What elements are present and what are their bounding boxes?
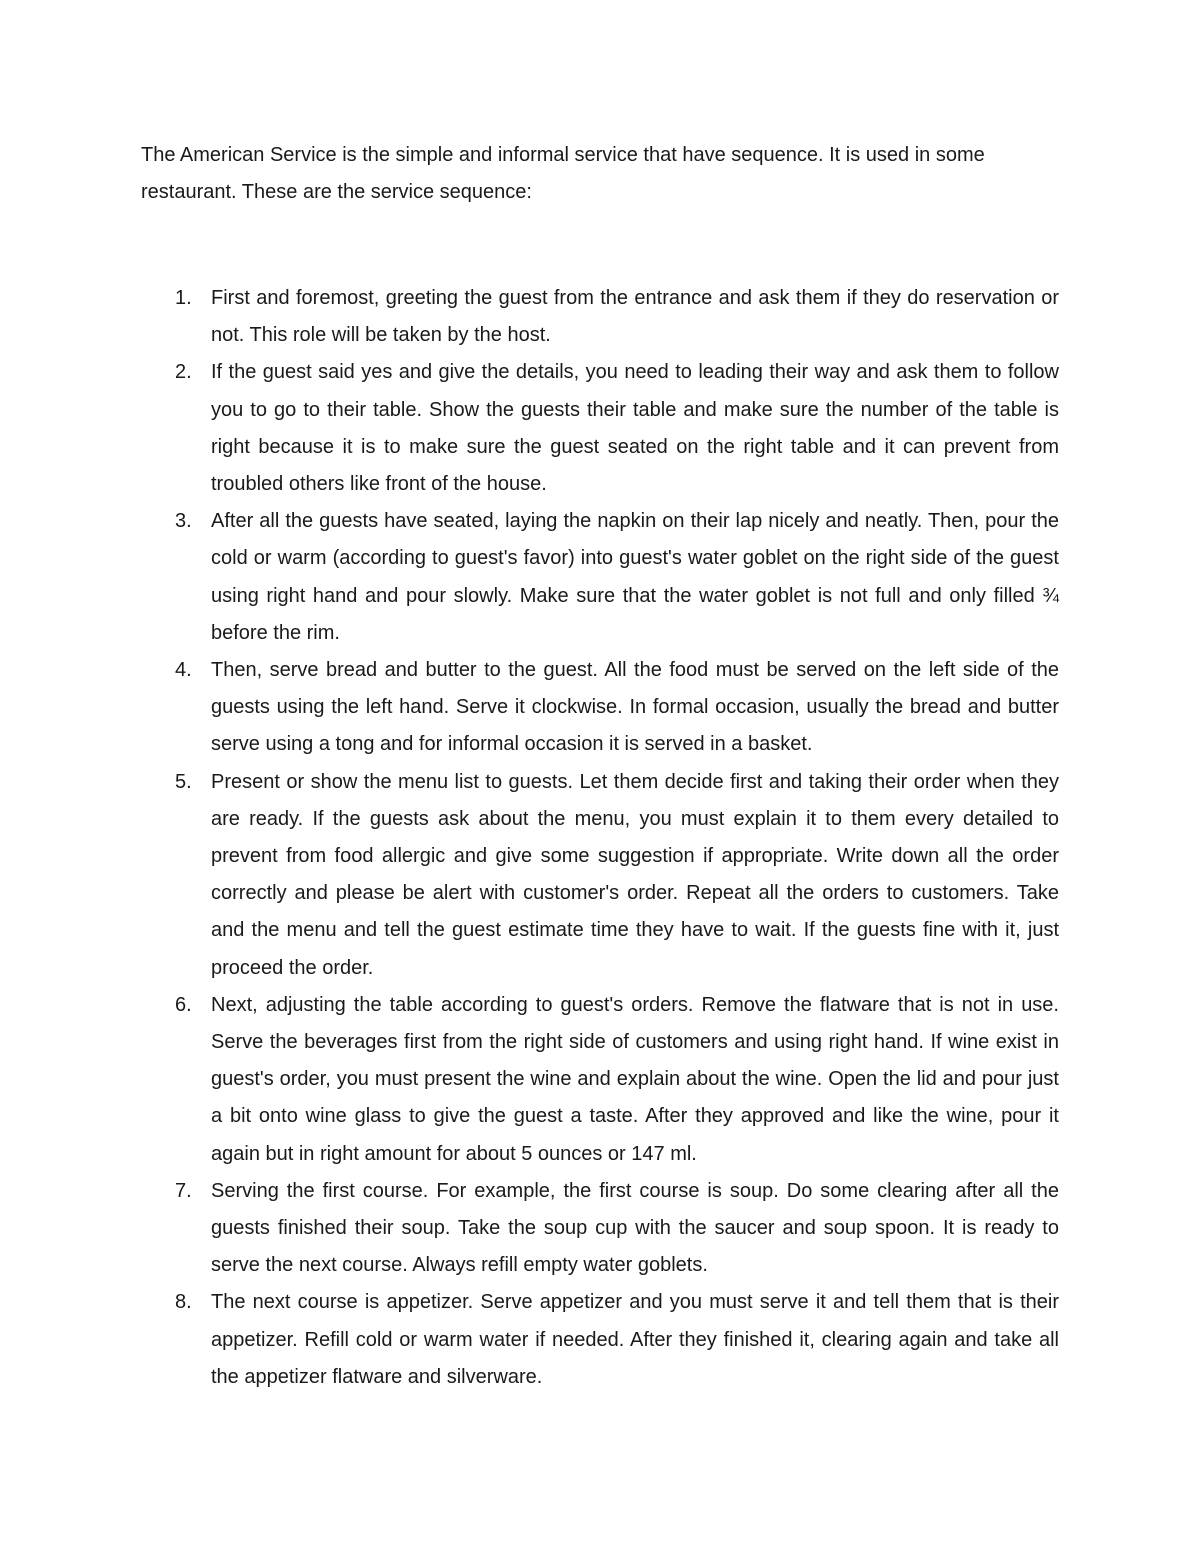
list-item-text: Serving the first course. For example, the first course is soup. Do some clearing after all the guests finished their soup. Take the soup cup with the saucer and soup spoon. It is ready to serve the next course. Always refill empty water goblets. [211, 1179, 1059, 1277]
list-item-number: 4. [175, 659, 192, 682]
list-item-text: First and foremost, greeting the guest from the entrance and ask them if they do reservation or not. This role will be taken by the host. [211, 287, 1059, 347]
list-item-text: Present or show the menu list to guests. Let them decide first and taking their order when they are ready. If the guests ask about the menu, you must explain it to them every detailed to prevent from food allergic and give some suggestion if appropriate. Write down all the order correctly and please be alert with customer's order. Repeat all the orders to customers. Take and the menu and tell the guest estimate time they have to wait. If the guests fine with it, just proceed the order. [211, 770, 1059, 979]
list-item [141, 354, 1059, 503]
list-item-number: 6. [175, 993, 192, 1016]
list-item-text: Next, adjusting the table according to guest's orders. Remove the flatware that is not in use. Serve the beverages first from the right side of customers and using right hand. If wine exist in guest's order, you must present the wine and explain about the wine. Open the lid and pour just a bit onto wine glass to give the guest a taste. After they approved and like the wine, pour it again but in right amount for about 5 ounces or 147 ml. [211, 993, 1059, 1165]
list-item-number: 7. [175, 1179, 192, 1202]
list-item [141, 1173, 1059, 1285]
list-item-number: 1. [175, 287, 192, 309]
list-item-text: Then, serve bread and butter to the guest. All the food must be served on the left side of the guests using the left hand. Serve it clockwise. In formal occasion, usually the bread and butter serve using a tong and for informal occasion it is served in a basket. [211, 659, 1059, 756]
list-item-number: 2. [175, 361, 192, 384]
list-item [141, 1284, 1059, 1396]
list-item-text: If the guest said yes and give the details, you need to leading their way and ask them to follow you to go to their table. Show the guests their table and make sure the number of the table is right because it is to make sure the guest seated on the right table and it can prevent from troubled others like front of the house. [211, 361, 1059, 496]
list-item-number: 3. [175, 510, 192, 533]
list-item-text: After all the guests have seated, laying the napkin on their lap nicely and neatly. Then, pour the cold or warm (according to guest's favor) into guest's water goblet on the right side of the guest using right hand and pour slowly. Make sure that the water goblet is not full and only filled ¾ before the rim. [211, 510, 1059, 644]
list-item-text: The next course is appetizer. Serve appetizer and you must serve it and tell them that is their appetizer. Refill cold or warm water if needed. After they finished it, clearing again and take all the appetizer flatware and silverware. [211, 1291, 1059, 1388]
list-item [141, 503, 1059, 652]
list-item [141, 280, 1059, 354]
list-item [141, 987, 1059, 1173]
service-sequence-list [141, 280, 1059, 1396]
list-item [141, 652, 1059, 764]
list-item [141, 764, 1059, 987]
list-item-number: 5. [175, 770, 192, 793]
list-item-number: 8. [175, 1291, 192, 1314]
intro-paragraph: The American Service is the simple and informal service that have sequence. It is used in some restaurant. These are the service sequence: [141, 144, 985, 203]
